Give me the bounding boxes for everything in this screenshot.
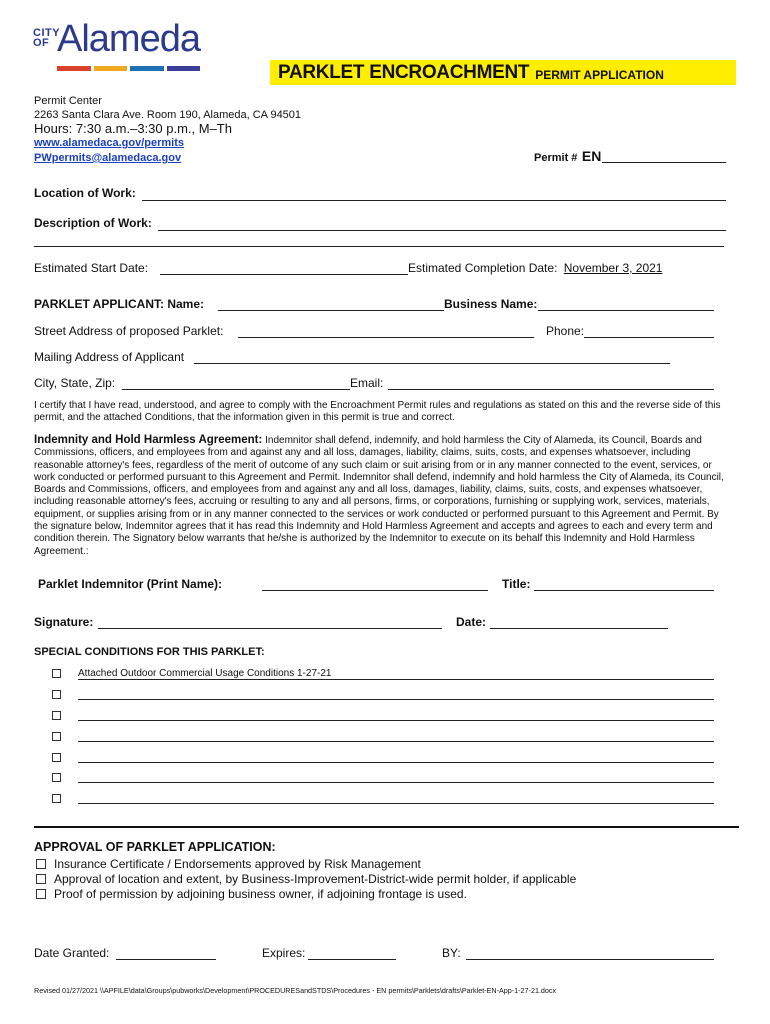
location-label: Location of Work: [34,186,136,200]
by-input[interactable] [466,959,714,960]
city-state-zip-label: City, State, Zip: [34,376,116,390]
description-label: Description of Work: [34,216,152,230]
permit-number-label: Permit # [534,152,578,164]
phone-label: Phone: [546,324,585,338]
completion-date-label: Estimated Completion Date: [408,261,558,275]
website-link[interactable]: www.alamedaca.gov/permits [34,137,184,149]
special-condition-checkbox[interactable] [52,773,61,782]
completion-date-field [408,261,662,275]
expires-label: Expires: [262,946,306,960]
approval-item [36,887,467,901]
special-condition-text: Attached Outdoor Commercial Usage Conditions 1-27-21 [78,668,332,679]
signature-input[interactable] [98,628,442,629]
permit-number-input[interactable] [602,162,726,163]
date-label: Date: [456,615,487,629]
approval-heading: APPROVAL OF PARKLET APPLICATION: [34,840,276,854]
description-input-line2[interactable] [34,246,724,247]
footer-revision: Revised 01/27/2021 \\APFILE\data\Groups\pubworks\Development\PROCEDURESandSTDS\Procedures - EN permits\Parklets\drafts\Parklet-EN-App-1-27-21.docx [34,986,557,995]
business-name-input[interactable] [538,310,714,311]
special-condition-line[interactable] [78,803,714,804]
office-address: 2263 Santa Clara Ave. Room 190, Alameda, CA 94501 [34,109,302,121]
start-date-label: Estimated Start Date: [34,261,149,275]
logo-color-bars [57,66,203,71]
start-date-input[interactable] [160,274,408,275]
indemnitor-label: Parklet Indemnitor (Print Name): [38,577,223,591]
office-hours: Hours: 7:30 a.m.–3:30 p.m., M–Th [34,121,232,136]
date-input[interactable] [490,628,668,629]
special-conditions-heading: SPECIAL CONDITIONS FOR THIS PARKLET: [34,646,265,658]
approval-item-text: Insurance Certificate / Endorsements approved by Risk Management [54,857,421,871]
page-title: PARKLET ENCROACHMENT [278,61,530,83]
approval-item-text: Approval of location and extent, by Business-Improvement-District-wide permit holder, if applicable [54,872,577,886]
special-condition-checkbox[interactable] [52,753,61,762]
logo-wordmark: Alameda [57,18,200,60]
email-label: Email: [350,376,384,390]
mailing-address-label: Mailing Address of Applicant [34,350,185,364]
certification-text: I certify that I have read, understood, and agree to comply with the Encroachment Permit rules and regulations as stated on this and the reverse side of this permit, and the attached Conditions, that the information given in this permit is true and correct. [34,400,721,424]
special-condition-checkbox[interactable] [52,794,61,803]
special-condition-checkbox[interactable] [52,690,61,699]
city-logo [33,18,205,78]
title-label: Title: [502,577,531,591]
logo-bar [57,66,91,71]
permit-number-prefix: EN [581,148,602,164]
special-condition-checkbox[interactable] [52,711,61,720]
city-state-zip-input[interactable] [122,389,350,390]
date-granted-input[interactable] [116,959,216,960]
mailing-address-input[interactable] [194,363,670,364]
special-condition-line[interactable] [78,699,714,700]
indemnity-paragraph [34,434,734,558]
section-divider [34,826,739,828]
by-label: BY: [442,946,461,960]
logo-bar [130,66,164,71]
approval-checkbox[interactable] [36,889,46,899]
title-banner [270,60,736,85]
completion-date-value[interactable]: November 3, 2021 [563,261,663,275]
indemnitor-input[interactable] [262,590,488,591]
business-name-label: Business Name: [444,297,538,311]
permit-number-field [534,148,601,166]
phone-input[interactable] [584,337,714,338]
special-condition-line[interactable] [78,782,714,783]
approval-item-text: Proof of permission by adjoining business owner, if adjoining frontage is used. [54,887,467,901]
special-condition-checkbox[interactable] [52,732,61,741]
approval-item [36,857,421,871]
title-input[interactable] [534,590,714,591]
description-input[interactable] [158,230,726,231]
special-condition-checkbox[interactable] [52,669,61,678]
special-condition-line[interactable] [78,741,714,742]
approval-item [36,872,576,886]
email-input[interactable] [388,389,714,390]
indemnity-heading: Indemnity and Hold Harmless Agreement: [34,434,263,446]
indemnity-body: Indemnitor shall defend, indemnify, and hold harmless the City of Alameda, its Council, Boards and Commissions, officers, and employees from and against any and all loss, damages, liability, claims, suits, costs, and expenses whatsoever, including reasonable attorney's fees, regardless of the merit of outcome of any such claim or suit arising from or in any manner connected to the event, services, or work conducted or performed pursuant to this Agreement and Permit. Indemnitor shall defend, indemnify and hold harmless the City of Alameda, its Council, Boards and Commissions, officers, and employees from and against any and all loss, damages, liability, claims, suits, costs, and expenses whatsoever, including reasonable attorney's fees, accruing or resulting to any and all persons, firms, or corporations, furnishing or supplying work, services, materials, equipment, or supplies arising from or in any manner connected to the services or work conducted or performed pursuant to this Agreement and Permit. By the signature below, Indemnitor agrees that it has read this Indemnity and Hold Harmless Agreement and accepts and agrees to each and every term and condition therein. The Signatory below warrants that he/she is authorized by the Indemnitor to execute on its behalf this Indemnity and Hold Harmless Agreement.: [34,435,724,557]
page-subtitle: PERMIT APPLICATION [535,67,664,82]
street-address-label: Street Address of proposed Parklet: [34,324,224,338]
office-name: Permit Center [34,95,102,107]
approval-checkbox[interactable] [36,859,46,869]
applicant-name-label: PARKLET APPLICANT: Name: [34,297,205,311]
approval-checkbox[interactable] [36,874,46,884]
street-address-input[interactable] [238,337,534,338]
location-input[interactable] [142,200,726,201]
email-link[interactable]: PWpermits@alamedaca.gov [34,152,182,164]
applicant-name-input[interactable] [218,310,444,311]
special-condition-line[interactable] [78,679,714,680]
special-condition-line[interactable] [78,720,714,721]
logo-bar [167,66,201,71]
expires-input[interactable] [308,959,396,960]
signature-label: Signature: [34,615,94,629]
date-granted-label: Date Granted: [34,946,110,960]
special-condition-line[interactable] [78,762,714,763]
logo-bar [94,66,128,71]
logo-city-of: CITY OF [33,27,60,49]
